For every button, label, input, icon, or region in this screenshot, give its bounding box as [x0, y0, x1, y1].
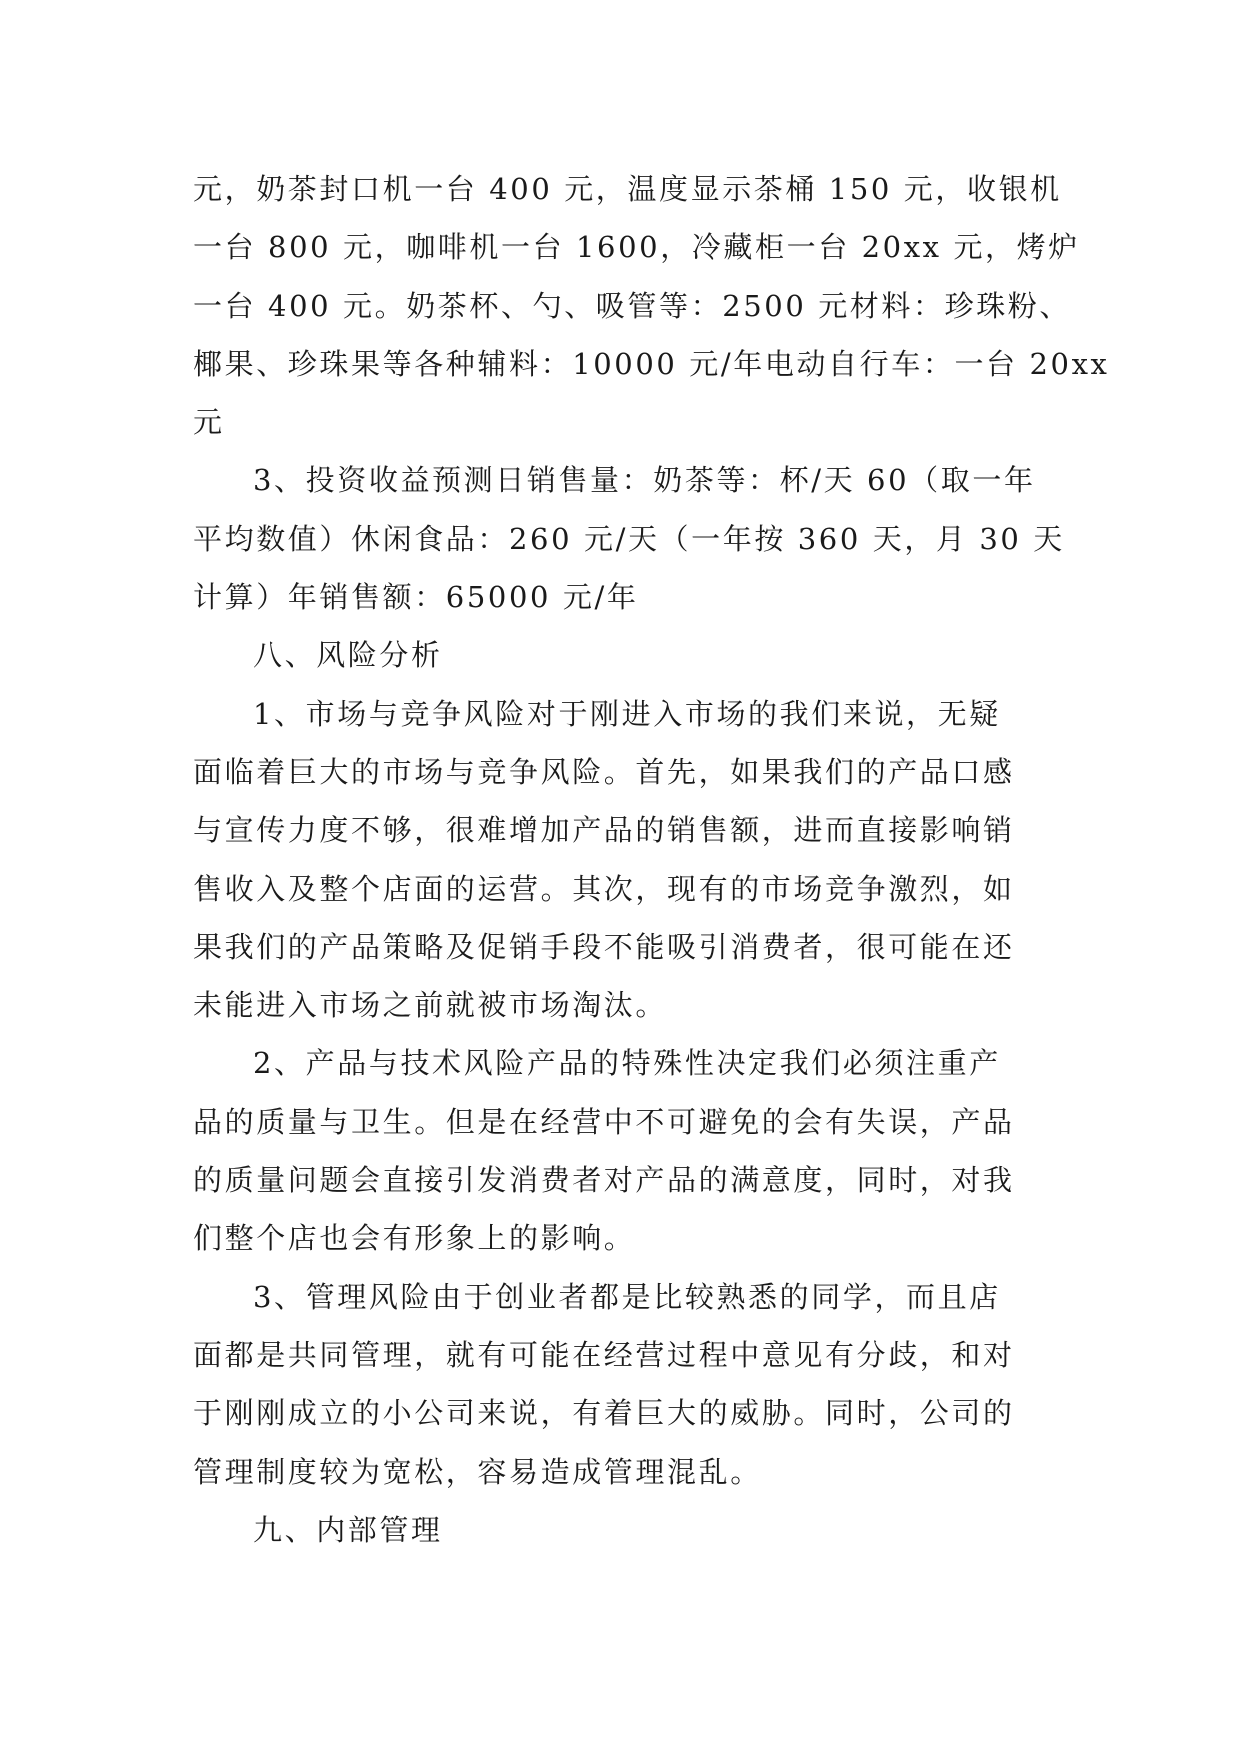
text-line: 元，奶茶封口机一台 400 元，温度显示茶桶 150 元，收银机: [193, 172, 1062, 206]
paragraph-management-risk: [193, 1268, 1053, 1501]
text-line: 与宣传力度不够，很难增加产品的销售额，进而直接影响销: [193, 813, 1015, 848]
text-line: 平均数值）休闲食品：260 元/天（一年按 360 天，月 30 天: [193, 521, 1065, 556]
section-heading-internal-management: [193, 1501, 1053, 1559]
text-line: 管理制度较为宽松，容易造成管理混乱。: [193, 1454, 762, 1489]
text-line: 一台 400 元。奶茶杯、勺、吸管等：2500 元材料：珍珠粉、: [193, 288, 1072, 323]
text-line: 们整个店也会有形象上的影响。: [193, 1221, 636, 1256]
text-line: 面临着巨大的市场与竞争风险。首先，如果我们的产品口感: [193, 754, 1015, 789]
text-line: 计算）年销售额：65000 元/年: [193, 580, 639, 615]
text-line: 面都是共同管理，就有可能在经营过程中意见有分歧，和对: [193, 1337, 1015, 1372]
paragraph-product-risk: [193, 1034, 1053, 1267]
text-line: 于刚刚成立的小公司来说，有着巨大的威胁。同时，公司的: [193, 1396, 1015, 1431]
text-line: 1、市场与竞争风险对于刚进入市场的我们来说，无疑: [253, 696, 1001, 731]
paragraph-investment-forecast: [193, 451, 1065, 626]
section-heading-risk-analysis: [193, 626, 1053, 684]
text-line: 椰果、珍珠果等各种辅料：10000 元/年电动自行车：一台 20xx: [193, 346, 1110, 381]
document-body: [193, 160, 1110, 1559]
paragraph-equipment-list: [193, 160, 1110, 451]
text-line: 3、管理风险由于创业者都是比较熟悉的同学，而且店: [253, 1279, 1001, 1314]
paragraph-market-risk: [193, 685, 1053, 1035]
text-line: 一台 800 元，咖啡机一台 1600，冷藏柜一台 20xx 元，烤炉: [193, 230, 1080, 265]
text-line: 品的质量与卫生。但是在经营中不可避免的会有失误，产品: [193, 1104, 1015, 1139]
section-heading: 九、内部管理: [253, 1512, 443, 1547]
text-line: 元: [193, 405, 225, 440]
section-heading: 八、风险分析: [253, 638, 443, 673]
text-line: 3、投资收益预测日销售量：奶茶等：杯/天 60（取一年: [253, 463, 1036, 498]
text-line: 2、产品与技术风险产品的特殊性决定我们必须注重产: [253, 1046, 1001, 1081]
text-line: 果我们的产品策略及促销手段不能吸引消费者，很可能在还: [193, 929, 1015, 964]
text-line: 售收入及整个店面的运营。其次，现有的市场竞争激烈，如: [193, 871, 1015, 906]
text-line: 未能进入市场之前就被市场淘汰。: [193, 988, 668, 1023]
text-line: 的质量问题会直接引发消费者对产品的满意度，同时，对我: [193, 1163, 1015, 1198]
